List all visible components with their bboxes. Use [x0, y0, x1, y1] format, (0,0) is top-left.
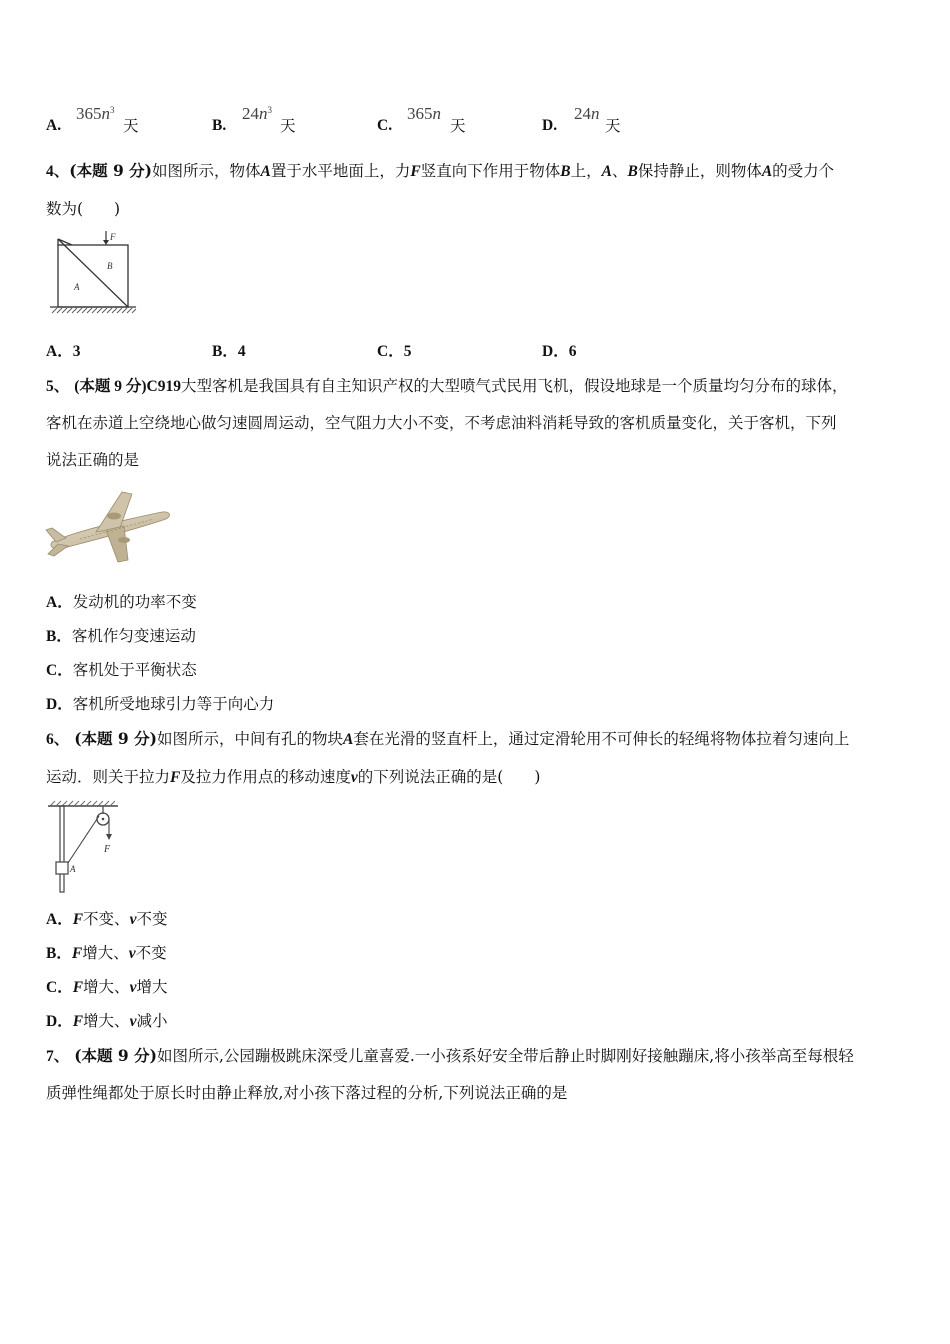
option-letter: B. — [212, 117, 227, 134]
formula: $24n^3$ — [242, 104, 272, 123]
q4-line1: 4、(本题 9 分)如图所示，物体A置于水平地面上，力F竖直向下作用于物体B上，A、B保持静止，则物体A的受力个 — [46, 161, 835, 180]
q5-line3: 说法正确的是 — [46, 451, 140, 469]
unit: 天 — [280, 117, 296, 135]
q4-option-a: A．3 — [46, 343, 81, 360]
q6-option-c: C．F增大、v增大 — [46, 978, 168, 996]
ceiling-hatch — [50, 801, 115, 806]
q4-option-c: C．5 — [377, 343, 412, 360]
block-a — [56, 862, 68, 874]
q6-option-a: A．F不变、v不变 — [46, 910, 168, 928]
option-letter: C. — [377, 117, 393, 134]
q3-option-b — [212, 104, 362, 138]
q7-line1: 7、 (本题 9 分)如图所示,公园蹦极跳床深受儿童喜爱.一小孩系好安全带后静止时脚刚好接触蹦床,将小孩举高至每根轻 — [46, 1046, 854, 1065]
option-letter: D. — [542, 117, 558, 134]
formula: $365n^3$ — [76, 104, 115, 123]
q7-line2: 质弹性绳都处于原长时由静止释放,对小孩下落过程的分析,下列说法正确的是 — [46, 1084, 568, 1102]
q6-line2: 运动．则关于拉力F及拉力作用点的移动速度v的下列说法正确的是( ) — [46, 768, 541, 786]
label-f: F — [104, 844, 111, 855]
q3-option-d — [542, 104, 692, 138]
formula: 24n — [574, 104, 600, 123]
q4-option-b: B．4 — [212, 343, 246, 360]
q5-option-b: B．客机作匀变速运动 — [46, 627, 196, 645]
q5-line1: 5、 (本题 9 分)C919大型客机是我国具有自主知识产权的大型喷气式民用飞机，假设地球是一个质量均匀分布的球体， — [46, 377, 848, 395]
label-f: F — [110, 232, 116, 242]
q5-option-c: C．客机处于平衡状态 — [46, 661, 197, 679]
q6-option-b: B．F增大、v不变 — [46, 944, 167, 962]
q5-line2: 客机在赤道上空绕地心做匀速圆周运动，空气阻力大小不变，不考虑油料消耗导致的客机质量变化，关于客机，下列 — [46, 414, 837, 432]
q6-line1: 6、 (本题 9 分)如图所示，中间有孔的物块A套在光滑的竖直杆上，通过定滑轮用不可伸长的轻绳将物体拉着匀速向上 — [46, 729, 850, 748]
label-b: B — [107, 261, 113, 271]
q6-figure — [46, 800, 122, 896]
ground-hatch — [52, 308, 136, 313]
force-arrow — [106, 834, 112, 840]
q4-figure — [46, 227, 138, 315]
unit: 天 — [123, 117, 139, 135]
diagonal-line — [58, 239, 128, 307]
q5-option-a: A．发动机的功率不变 — [46, 593, 197, 611]
unit: 天 — [450, 117, 466, 135]
q5-option-d: D．客机所受地球引力等于向心力 — [46, 695, 275, 713]
q6-option-d: D．F增大、v减小 — [46, 1012, 168, 1030]
airplane-image — [44, 482, 174, 564]
formula: 365n — [407, 104, 441, 123]
q3-option-c — [377, 104, 527, 138]
airplane-body — [46, 492, 169, 562]
rope — [66, 816, 99, 866]
unit: 天 — [605, 117, 621, 135]
q3-option-a — [46, 104, 196, 138]
option-letter: A. — [46, 117, 62, 134]
arrow-head — [103, 240, 109, 245]
q4-option-d: D．6 — [542, 343, 577, 360]
vertical-rod — [60, 806, 64, 892]
q4-line2: 数为( ) — [46, 200, 121, 218]
label-a: A — [70, 864, 76, 874]
label-a: A — [74, 282, 80, 292]
